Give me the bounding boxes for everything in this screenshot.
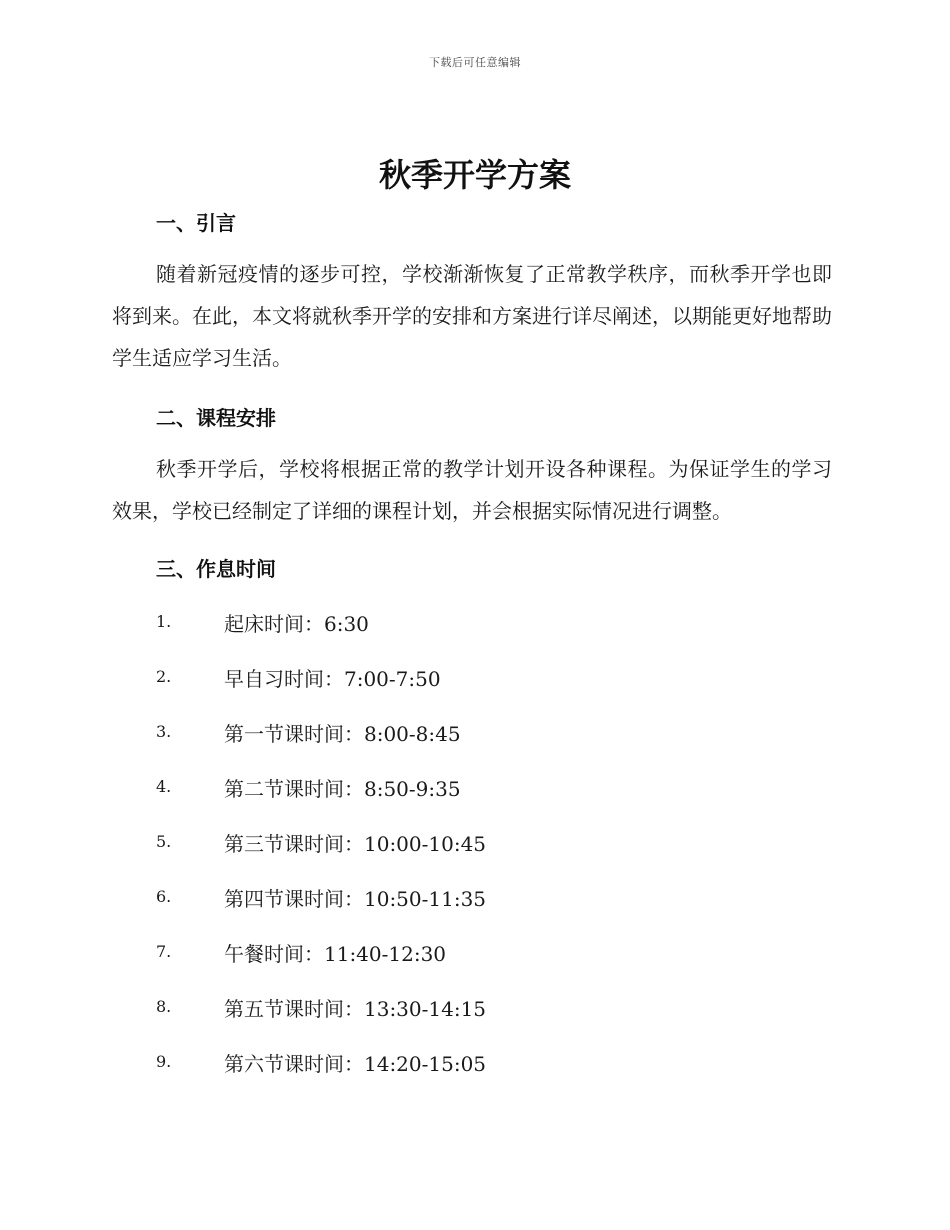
header-note: 下载后可任意编辑 <box>429 56 521 69</box>
list-item-text: 第四节课时间：10:50-11:35 <box>224 887 487 911</box>
list-item <box>0 653 950 708</box>
list-item-text: 第三节课时间：10:00-10:45 <box>224 832 487 856</box>
list-item-number: 7. <box>156 942 172 961</box>
list-item-number: 4. <box>156 777 172 796</box>
list-item-number: 5. <box>156 832 172 851</box>
list-item-number: 9. <box>156 1052 172 1071</box>
list-item <box>0 1038 950 1093</box>
list-item-number: 6. <box>156 887 172 906</box>
list-item-text: 第二节课时间：8:50-9:35 <box>224 777 461 801</box>
list-item <box>0 818 950 873</box>
list-item-number: 2. <box>156 667 172 686</box>
list-item-number: 8. <box>156 997 172 1016</box>
list-item-text: 第五节课时间：13:30-14:15 <box>224 997 487 1021</box>
section-heading-courses: 二、课程安排 <box>156 406 276 430</box>
list-item-text: 早自习时间：7:00-7:50 <box>224 667 441 691</box>
list-item-number: 1. <box>156 612 172 631</box>
list-item <box>0 598 950 653</box>
list-item-text: 起床时间：6:30 <box>224 612 369 636</box>
paragraph-courses: 秋季开学后，学校将根据正常的教学计划开设各种课程。为保证学生的学习效果，学校已经制定了详细的课程计划，并会根据实际情况进行调整。 <box>112 457 832 523</box>
list-item <box>0 873 950 928</box>
list-item <box>0 708 950 763</box>
list-item-text: 第六节课时间：14:20-15:05 <box>224 1052 487 1076</box>
list-item-number: 3. <box>156 722 172 741</box>
schedule-list <box>0 598 950 1093</box>
document-title: 秋季开学方案 <box>378 156 571 194</box>
paragraph-introduction: 随着新冠疫情的逐步可控，学校渐渐恢复了正常教学秩序，而秋季开学也即将到来。在此，本文将就秋季开学的安排和方案进行详尽阐述，以期能更好地帮助学生适应学习生活。 <box>112 262 832 370</box>
list-item-text: 第一节课时间：8:00-8:45 <box>224 722 461 746</box>
list-item-text: 午餐时间：11:40-12:30 <box>224 942 447 966</box>
section-heading-schedule: 三、作息时间 <box>156 557 276 581</box>
list-item <box>0 763 950 818</box>
list-item <box>0 983 950 1038</box>
section-heading-introduction: 一、引言 <box>156 211 236 235</box>
list-item <box>0 928 950 983</box>
